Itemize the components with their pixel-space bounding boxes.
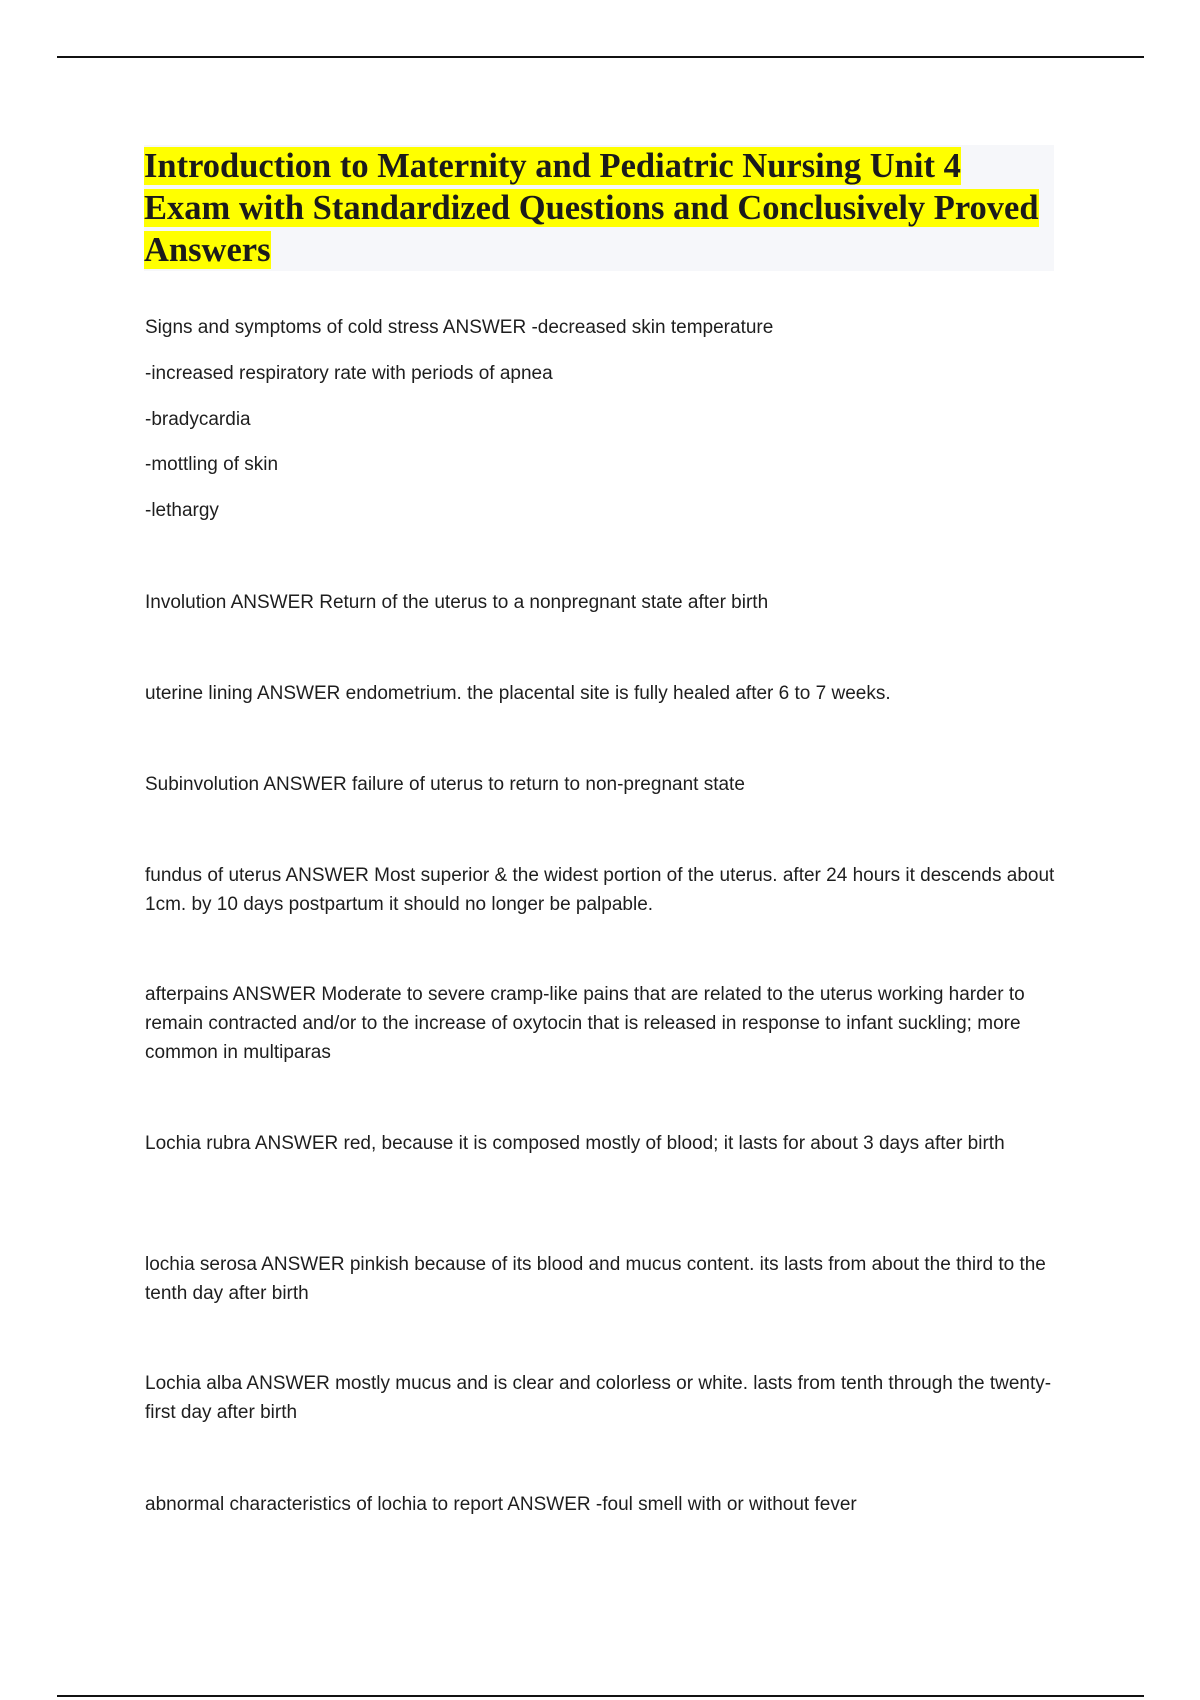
text-line: Involution ANSWER Return of the uterus to a nonpregnant state after birth: [145, 592, 769, 613]
text-line: lochia serosa ANSWER pinkish because of its blood and mucus content. its lasts from about the third to the tenth day after birth: [145, 1254, 1046, 1304]
text-line: afterpains ANSWER Moderate to severe cramp-like pains that are related to the uterus working harder to remain contracted and/or to the increase of oxytocin that is released in response to infant suckling; more common in multiparas: [145, 984, 1025, 1063]
text-line: abnormal characteristics of lochia to report ANSWER -foul smell with or without fever: [145, 1494, 857, 1515]
text-line: Signs and symptoms of cold stress ANSWER -decreased skin temperature: [145, 317, 774, 338]
text-line: -lethargy: [145, 500, 219, 521]
text-line: -increased respiratory rate with periods of apnea: [145, 363, 553, 384]
text-line: fundus of uterus ANSWER Most superior & the widest portion of the uterus. after 24 hours it descends about 1cm. by 10 days postpartum it should no longer be palpable.: [145, 865, 1055, 915]
text-line: Subinvolution ANSWER failure of uterus to return to non-pregnant state: [145, 774, 745, 795]
title-highlight: Introduction to Maternity and Pediatric Nursing Unit 4 Exam with Standardized Questions and Conclusively Proved Answers: [144, 147, 1039, 269]
document-title: [144, 145, 1054, 271]
bottom-rule: [57, 1695, 1144, 1697]
top-rule: [57, 56, 1144, 58]
text-line: Lochia rubra ANSWER red, because it is composed mostly of blood; it lasts for about 3 days after birth: [145, 1133, 1005, 1154]
text-line: Lochia alba ANSWER mostly mucus and is clear and colorless or white. lasts from tenth through the twenty-first day after birth: [145, 1373, 1052, 1423]
text-line: uterine lining ANSWER endometrium. the placental site is fully healed after 6 to 7 weeks.: [145, 683, 891, 704]
text-line: -mottling of skin: [145, 454, 279, 475]
text-line: -bradycardia: [145, 409, 251, 430]
title-block: [144, 145, 1054, 271]
